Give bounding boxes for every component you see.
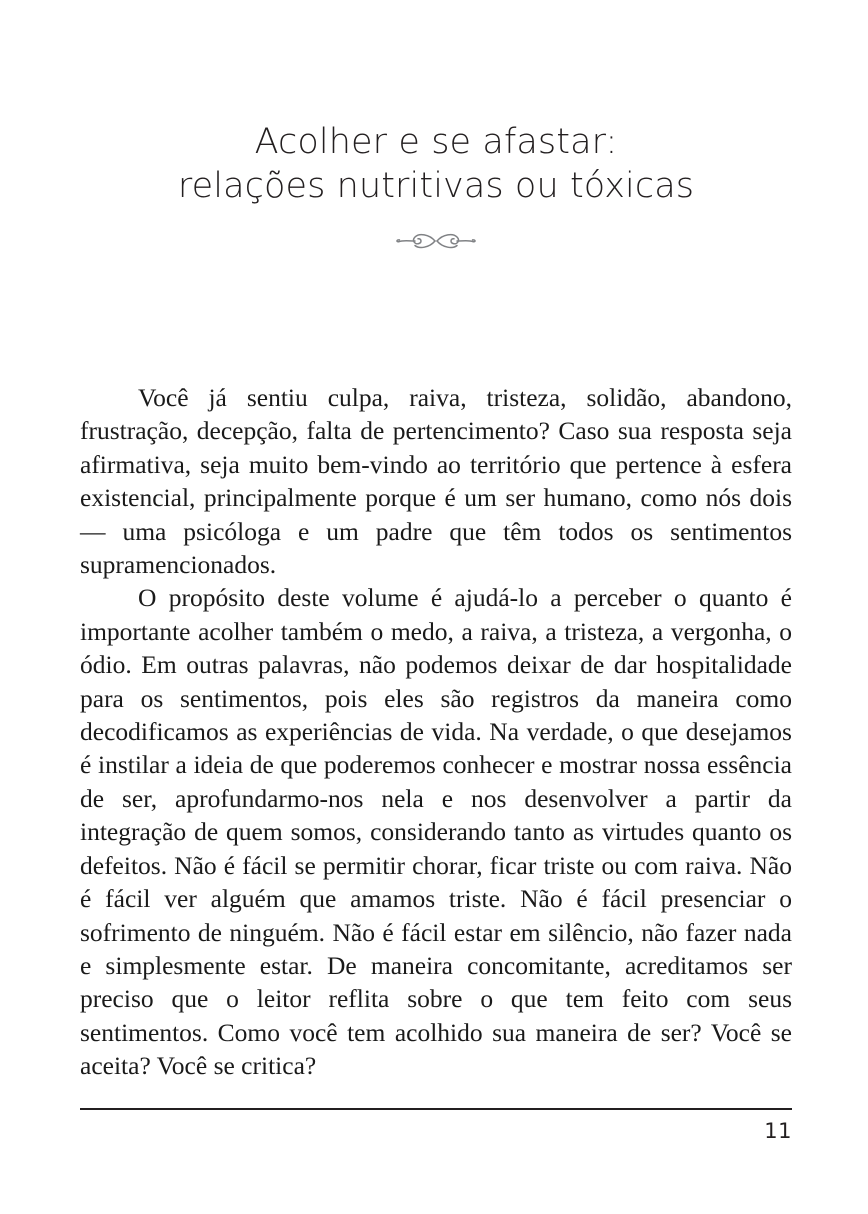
flourish-ornament [80,230,792,252]
footer-divider [80,1108,792,1110]
chapter-title-line-2: relações nutritivas ou tóxicas [177,166,695,206]
body-text [80,381,792,1083]
page-footer [80,1108,792,1143]
paragraph: O propósito deste volume é ajudá-lo a perceber o quanto é importante acolher também o medo, a raiva, a tristeza, a vergonha, o ódio. Em outras palavras, não podemos deixar de dar hospitalidade para os sentimentos, pois eles são registros da maneira como decodificamos as experiências de vida. Na verdade, o que desejamos é instilar a ideia de que poderemos conhecer e mostrar nossa essência de ser, aprofundarmo-nos nela e nos desenvolver a partir da integração de quem somos, considerando tanto as virtudes quanto os defeitos. Não é fácil se permitir chorar, ficar triste ou com raiva. Não é fácil ver alguém que amamos triste. Não é fácil presenciar o sofrimento de ninguém. Não é fácil estar em silêncio, não fazer nada e simplesmente estar. De maneira concomitante, acreditamos ser preciso que o leitor reflita sobre o que tem feito com seus sentimentos. Como você tem acolhido sua maneira de ser? Você se aceita? Você se critica? [80,583,792,1081]
page-number: 11 [764,1119,792,1143]
page-title [80,120,792,208]
chapter-header [80,120,792,252]
chapter-title-line-1: Acolher e se afastar: [254,122,618,162]
paragraph: Você já sentiu culpa, raiva, tristeza, solidão, abandono, frustração, decepção, falta de pertencimento? Caso sua resposta seja afirmativa, seja muito bem-vindo ao território que pertence à esfera existencial, principalmente porque é um ser humano, como nós dois — uma psicóloga e um padre que têm todos os sentimentos supramencionados. [80,383,792,580]
